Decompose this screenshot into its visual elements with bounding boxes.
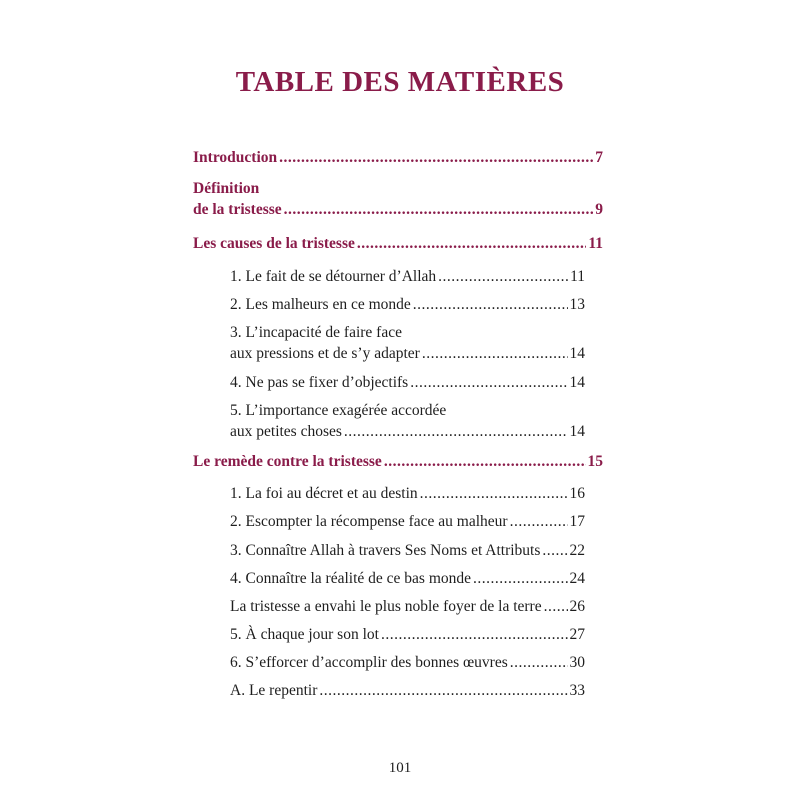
dot-leader xyxy=(344,421,568,442)
toc-subsection-entry[interactable] xyxy=(230,343,585,364)
page-number: 101 xyxy=(388,760,412,776)
toc-entry-page: 15 xyxy=(587,453,603,470)
toc-subsection-entry[interactable] xyxy=(230,568,585,589)
dot-leader xyxy=(473,568,567,589)
dot-leader xyxy=(413,294,568,315)
toc-section-entry[interactable] xyxy=(193,451,603,472)
toc-entry-page: 16 xyxy=(569,485,585,502)
toc-subsection-entry[interactable] xyxy=(230,540,585,561)
dot-leader xyxy=(384,451,586,472)
toc-entry-page: 11 xyxy=(570,268,585,285)
toc-entry-title: 1. La foi au décret et au destin xyxy=(230,485,418,502)
dot-leader xyxy=(279,147,593,168)
dot-leader xyxy=(544,596,568,617)
toc-entry-title: aux pressions et de s’y adapter xyxy=(230,345,420,362)
toc-entry-title: 3. Connaître Allah à travers Ses Noms et Attributs xyxy=(230,542,541,559)
toc-entry-title: La tristesse a envahi le plus noble foyer de la terre xyxy=(230,598,542,615)
toc-entry-page: 14 xyxy=(569,374,585,391)
toc-subsection-entry[interactable] xyxy=(230,680,585,701)
toc-entry-page: 24 xyxy=(569,570,585,587)
toc-entry-title: Le remède contre la tristesse xyxy=(193,453,382,470)
dot-leader xyxy=(381,624,568,645)
toc-entry-title: 5. À chaque jour son lot xyxy=(230,626,379,643)
toc-subsection-entry[interactable] xyxy=(230,421,585,442)
toc-subsection-entry[interactable] xyxy=(230,624,585,645)
toc-entry-title: A. Le repentir xyxy=(230,682,318,699)
toc-section-entry[interactable] xyxy=(193,147,603,168)
dot-leader xyxy=(284,199,594,220)
dot-leader xyxy=(357,233,586,254)
toc-entry-page: 7 xyxy=(595,149,603,166)
toc-entry-page: 26 xyxy=(569,598,585,615)
toc-entry-page: 17 xyxy=(569,513,585,530)
toc-section-entry[interactable] xyxy=(193,233,603,254)
page-title: TABLE DES MATIÈRES xyxy=(235,66,565,98)
dot-leader xyxy=(510,511,568,532)
toc-entry-page: 13 xyxy=(569,296,585,313)
toc-entry-title: aux petites choses xyxy=(230,423,342,440)
toc-subsection-entry[interactable] xyxy=(230,483,585,504)
toc-entry-page: 30 xyxy=(569,654,585,671)
toc-subsection-entry[interactable] xyxy=(230,266,585,287)
toc-entry-title: 6. S’efforcer d’accomplir des bonnes œuvres xyxy=(230,654,508,671)
toc-entry-page: 11 xyxy=(588,235,603,252)
toc-subsection-entry[interactable] xyxy=(230,596,585,617)
toc-entry-page: 14 xyxy=(569,345,585,362)
toc-entry-title: Les causes de la tristesse xyxy=(193,235,355,252)
dot-leader xyxy=(422,343,568,364)
dot-leader xyxy=(420,483,568,504)
toc-subsection-entry[interactable] xyxy=(230,294,585,315)
toc-entry-page: 22 xyxy=(569,542,585,559)
toc-entry-title: 2. Les malheurs en ce monde xyxy=(230,296,411,313)
toc-entry-title: de la tristesse xyxy=(193,201,282,218)
toc-entry-title: Introduction xyxy=(193,149,278,166)
toc-subsection-entry[interactable] xyxy=(230,511,585,532)
dot-leader xyxy=(542,540,567,561)
dot-leader xyxy=(510,652,568,673)
toc-subsection-entry[interactable] xyxy=(230,372,585,393)
toc-entry-title: 4. Connaître la réalité de ce bas monde xyxy=(230,570,472,587)
toc-subsection-entry[interactable] xyxy=(230,652,585,673)
toc-entry-first-line: Définition xyxy=(193,180,260,197)
dot-leader xyxy=(410,372,567,393)
toc-entry-title: 1. Le fait de se détourner d’Allah xyxy=(230,268,437,285)
toc-section-entry[interactable] xyxy=(193,199,603,220)
toc-entry-first-line: 5. L’importance exagérée accordée xyxy=(230,402,447,419)
toc-entry-page: 9 xyxy=(595,201,603,218)
toc-entry-page: 27 xyxy=(569,626,585,643)
toc-entry-page: 14 xyxy=(569,423,585,440)
toc-entry-first-line: 3. L’incapacité de faire face xyxy=(230,324,402,341)
dot-leader xyxy=(438,266,568,287)
toc-entry-page: 33 xyxy=(569,682,585,699)
toc-entry-title: 2. Escompter la récompense face au malheur xyxy=(230,513,508,530)
dot-leader xyxy=(319,680,567,701)
toc-entry-title: 4. Ne pas se fixer d’objectifs xyxy=(230,374,409,391)
